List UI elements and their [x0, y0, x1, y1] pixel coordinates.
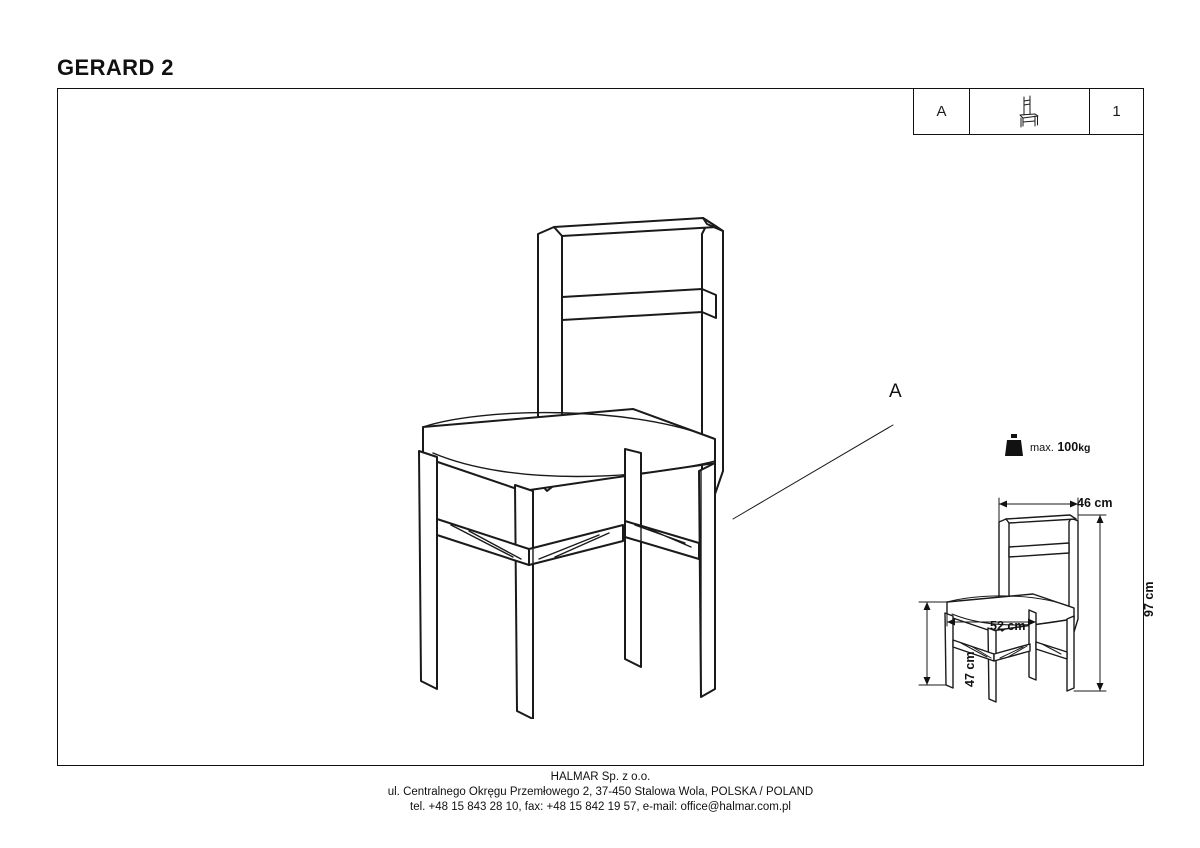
header-cell-quantity: 1 [1089, 89, 1143, 135]
chair-dimension-drawing [903, 414, 1133, 714]
footer-address: ul. Centralnego Okręgu Przemłowego 2, 37-450 Stalowa Wola, POLSKA / POLAND [387, 786, 814, 798]
header-cell-thumbnail [969, 89, 1089, 135]
max-load-prefix: max. [1030, 442, 1054, 454]
callout-label-a: A [889, 381, 902, 402]
drawing-frame [57, 88, 1156, 766]
dim-seat-height-47: 47 cm [963, 651, 977, 687]
max-load-unit: kg [1078, 442, 1091, 454]
chair-perspective-drawing [333, 119, 973, 719]
footer-company: HALMAR Sp. z o.o. [550, 771, 651, 783]
chair-thumbnail-icon [1007, 93, 1053, 131]
page-title: GERARD 2 [57, 55, 174, 80]
max-load-value: 100 [1057, 440, 1079, 454]
footer-contact: tel. +48 15 843 28 10, fax: +48 15 842 19 57, e-mail: office@halmar.com.pl [410, 801, 791, 813]
dim-height-97: 97 cm [1142, 581, 1156, 617]
footer [57, 770, 1144, 815]
header-cell-letter: A [913, 89, 969, 135]
dim-width-46: 46 cm [1077, 496, 1113, 510]
dim-depth-52: 52 cm [990, 619, 1026, 633]
